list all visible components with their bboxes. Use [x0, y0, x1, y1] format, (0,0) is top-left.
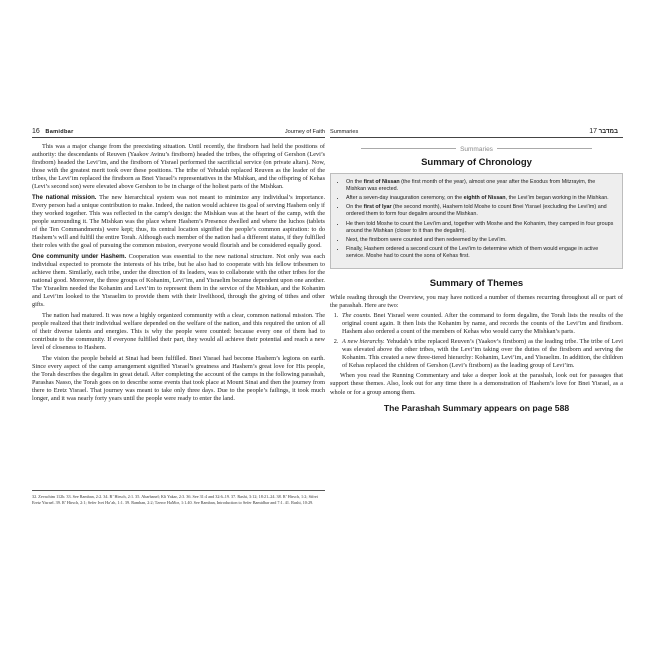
body-paragraph: [32, 355, 325, 404]
chronology-post: (the first month of the year), almost one year after the Exodus from Mitzrayim, the Mishkan was erected.: [346, 178, 596, 192]
themes-list: [330, 312, 623, 371]
themes-heading: Summary of Themes: [429, 277, 524, 289]
section-label: Summaries: [330, 129, 359, 135]
chronology-item: [346, 237, 614, 244]
right-page-number: 17: [589, 128, 598, 135]
body-paragraph: [32, 253, 325, 310]
kicker-rule-left: [361, 148, 456, 149]
chronology-item: [346, 195, 614, 202]
chronology-pre: He then told Moshe to count the Levi’im and, together with Moshe and the Kohanim, they camped in four groups around the Mishkan (closer to it than the degalim).: [346, 220, 614, 234]
right-running-header: [330, 128, 623, 138]
left-running-header: [32, 128, 325, 138]
kicker-rule-right: [497, 148, 592, 149]
theme-item: [340, 312, 623, 336]
theme-label: The counts.: [342, 311, 372, 319]
chronology-post: (the second month), Hashem told Moshe to count Bnei Yisrael (excluding the Levi’im) and ordered them to form four degalim around the Mishkan.: [346, 204, 607, 218]
chronology-box: [330, 173, 623, 269]
paragraph-lead: The national mission.: [32, 193, 97, 201]
chronology-pre: Next, the firstborn were counted and then redeemed by the Levi’im.: [346, 236, 507, 243]
hebrew-title: במדבר: [598, 128, 618, 135]
chronology-item: [346, 204, 614, 218]
left-page: [32, 128, 326, 505]
paragraph-text: The nation had matured. It was now a highly organized community with a clear, common national mission. The people realized that their individual welfare depended on the welfare of the nation, and this required the union of all of their diverse talents and energies. This is why the people were counted: because every one of them had to contribute to the community. If everyone fulfilled their part, they would all achieve their potential and reach a new level of closeness to Hashem.: [32, 311, 325, 352]
themes-intro: While reading through the Overview, you may have noticed a number of themes recurring throughout all or part of the parashah. Here are two:: [330, 293, 623, 309]
chronology-post: , the Levi’im began working in the Mishkan.: [505, 194, 609, 201]
chronology-item: [346, 246, 614, 260]
body-paragraph: [32, 312, 325, 352]
kicker-label: Summaries: [460, 145, 493, 153]
chapter-title: Journey of Faith: [284, 129, 325, 135]
chronology-item: [346, 179, 614, 193]
chronology-bold: eighth of Nissan: [463, 194, 506, 201]
chronology-pre: On the: [346, 178, 364, 185]
left-body-text: [32, 143, 325, 404]
book-title: Bamidbar: [45, 129, 74, 135]
paragraph-text: Cooperation was essential to the new national structure. Not only was each individual expected to promote the interests of his tribe, but he also had to cooperate with his fellow tribesmen to achieve them. Similarly, each tribe, under the direction of its leaders, was to collaborate with the other tribes for the national good. Moreover, the three groups of Kohanim, Levi’im, and Yisraelim became dependent upon one another. The Yisraelim needed the Kohanim and Levi’im to represent them in the service of the Mishkan, and the Kohanim and Levi’im looked to the Yisraelim to provide them with their livelihood, through the giving of tithes and other gifts.: [32, 252, 326, 309]
chronology-bold: first of Nissan: [363, 178, 400, 185]
body-paragraph: [32, 194, 325, 251]
paragraph-text: This was a major change from the preexisting situation. Until recently, the firstborn had held the positions of authority: the descendants of Reuven (Yaakov Avinu’s firstborn) headed the tribes, the offspring of Gershon (Levi’s firstborn) headed the Levi’im, and the firstborn of Yisrael performed the sacrificial service (on private altars). Now, those with the greatest merit took over these positions. The tribe of Yehudah replaced Reuven as the leader of the tribes, the Levi’im replaced the firstborn as Bnei Yisrael’s representatives in the Mishkan, and the offspring of Kehas (Levi’s second son) were elevated above Gershon to be in charge of the holiest parts of the Mishkan.: [32, 142, 325, 190]
paragraph-text: The vision the people beheld at Sinai had been fulfilled. Bnei Yisrael had become Hashem’s legions on earth. Since every aspect of the camp arrangement signified Yisrael’s greatness and Hashem’s great love for His people, the Torah describes the degalim in great detail. After completing the account of the camps in the following parashah, Parashas Nasso, the Torah goes on to describe some events that took place at Mount Sinai and then the journey from there to Eretz Yisrael. That journey was meant to take only three days. Due to the people’s failings, it took much longer, and it was nearly forty years until the people were ready to enter the land.: [32, 354, 325, 403]
chronology-pre: After a seven-day inauguration ceremony, on the: [346, 194, 464, 201]
chronology-pre: Finally, Hashem ordered a second count of the Levi’im to determine which of them would engage in active service. Moshe had to count the sons of Kehas first.: [346, 246, 599, 260]
chronology-bold: first of Iyar: [363, 204, 392, 211]
right-page: [330, 128, 623, 413]
body-paragraph: [32, 143, 325, 192]
paragraph-lead: One community under Hashem.: [32, 252, 127, 260]
footnotes: 32. Zevachim 112b. 33. See Ramban, 2:2. 34. R’ Hirsch, 2:1. 35. Abarbanel; Kli Yakar, 2:3. 36. See 31:4 and 32:6–19. 37. Rashi, 3:12; 18:21–24. 38. R’ Hirsch, 1:2; Sifrei Eretz Yisrael. 39. R’ Hirsch, 2:1; Sefer Ivei Ha’ah, 1:1. 39. Ramban, 2:2; Tzeror HaMor, 1:1.40. See Ramban, Introduction to Sefer Bamidbar and 7:1. 41. Rashi, 10:29.: [32, 490, 325, 506]
left-page-number: 16: [32, 128, 40, 135]
paragraph-text: The new hierarchical system was not meant to minimize any individual’s importance. Every person had a unique contribution to make. Indeed, the nation would achieve its goal of serving Hashem only if they worked together. This was reflected in the camp’s design: the Mishkan was at the heart of the camp, with the people surrounding it. The Mishkan was the place where Hashem’s Presence dwelled and where the luchos (tablets of the Ten Commandments) were kept; thus, its central location signified the people’s common aspiration: to do Hashem’s will and fulfill the entire Torah. Although each member of the nation had a different status, if they fulfilled their roles with the goal of pursuing the common mission, everyone would flourish and be considered equally good.: [32, 193, 326, 250]
chronology-item: [346, 221, 614, 235]
theme-text: Bnei Yisrael were counted. After the command to form degalim, the Torah lists the results of the original count again. It then lists the Kohanim by name, and records the counts of the Levi’im and firstborn. Hashem also ordered a count of the members of Kehas who would carry the Mishkan’s parts.: [342, 311, 623, 335]
chronology-pre: On the: [346, 204, 364, 211]
summaries-kicker: [330, 146, 623, 153]
theme-text: Yehudah’s tribe replaced Reuven’s (Yaakov’s firstborn) as the leading tribe. The tribe of Levi was elevated above the other tribes, with the Levi’im taking over the duties of the firstborn and serving the Kohanim. This created a new three-tiered hierarchy: Kohanim, Levi’im, and Yisraelim. In addition, the children of Kehas replaced the children of Gershon (Levi’s firstborn) as the leading group of Levi’im.: [342, 338, 623, 370]
parashah-summary-callout: The Parashah Summary appears on page 588: [383, 402, 570, 413]
theme-label: A new hierarchy.: [342, 338, 385, 345]
closing-paragraph: When you read the Running Commentary and take a deeper look at the parashah, look out for passages that support these themes. Also, look out for any time there is a demonstration of Hashem’s love for Bnei Yisrael, as a whole or for a group among them.: [330, 372, 623, 396]
chronology-heading: Summary of Chronology: [421, 156, 532, 168]
chronology-list: [336, 179, 614, 261]
theme-item: [340, 338, 623, 370]
